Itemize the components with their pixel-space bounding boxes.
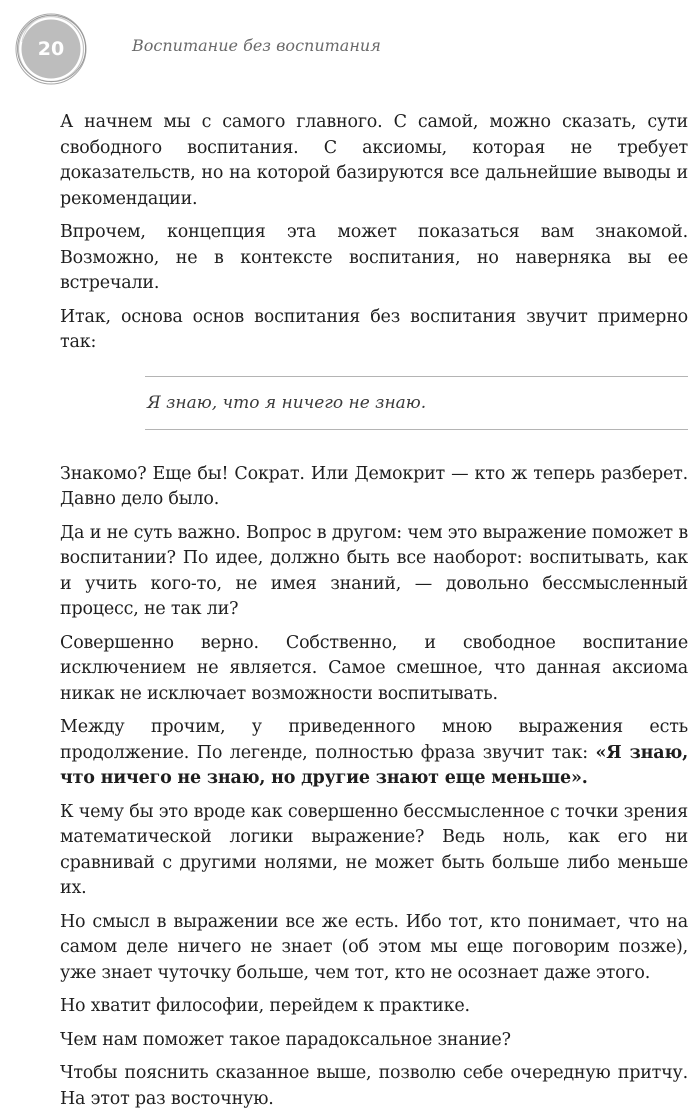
page-number-badge: [14, 12, 88, 86]
paragraph-5: Да и не суть важно. Вопрос в другом: чем это выражение поможет в воспитании? По идее, должно быть все наоборот: воспитывать, как и учить кого-то, не имея знаний, — довольно бессмысленный процесс, не так ли?: [60, 522, 688, 619]
paragraph-9: Но смысл в выражении все же есть. Ибо тот, кто понимает, что на самом деле ничего не знает (об этом мы еще поговорим позже), уже знает чуточку больше, чем тот, кто не осознает даже этого.: [60, 911, 688, 983]
paragraph-3: Итак, основа основ воспитания без воспитания звучит примерно так:: [60, 306, 688, 352]
page-number: 20: [37, 38, 65, 60]
paragraph-6: Совершенно верно. Собственно, и свободное воспитание исключением не является. Самое смешное, что данная аксиома никак не исключает возможности воспитывать.: [60, 632, 688, 704]
epigraph-quote: [145, 376, 688, 430]
paragraph-7: [60, 715, 688, 792]
paragraph-7-bold-quote: «Я знаю, что ничего не знаю, но другие знают еще меньше».: [60, 742, 688, 788]
paragraph-12: Чтобы пояснить сказанное выше, позволю себе очередную притчу. На этот раз восточную.: [60, 1063, 688, 1109]
paragraph-11: Чем нам поможет такое парадоксальное знание?: [60, 1029, 511, 1050]
paragraph-10: Но хватит философии, перейдем к практике.: [60, 996, 470, 1016]
paragraph-7-text: Между прочим, у приведенного мною выражения есть продолжение. По легенде, полностью фраза звучит так:: [60, 717, 688, 763]
quote-text: Я знаю, что я ничего не знаю.: [147, 392, 427, 413]
paragraph-4: Знакомо? Еще бы! Сократ. Или Демокрит — кто ж теперь разберет. Давно дело было.: [60, 463, 688, 509]
paragraph-2: Впрочем, концепция эта может показаться вам знакомой. Возможно, не в контексте воспитания, но наверняка вы ее встречали.: [60, 222, 688, 293]
page-body: [60, 110, 688, 1120]
paragraph-1: А начнем мы с самого главного. С самой, можно сказать, сути свободного воспитания. С аксиомы, которая не требует доказательств, но на которой базируются все дальнейшие выводы и рекомендации.: [60, 112, 688, 209]
paragraph-8: К чему бы это вроде как совершенно бессмысленное с точки зрения математической логики выражение? Ведь ноль, как его ни сравнивай с другими нолями, не может быть больше либо меньше их.: [60, 801, 688, 898]
running-title: Воспитание без воспитания: [132, 36, 381, 55]
